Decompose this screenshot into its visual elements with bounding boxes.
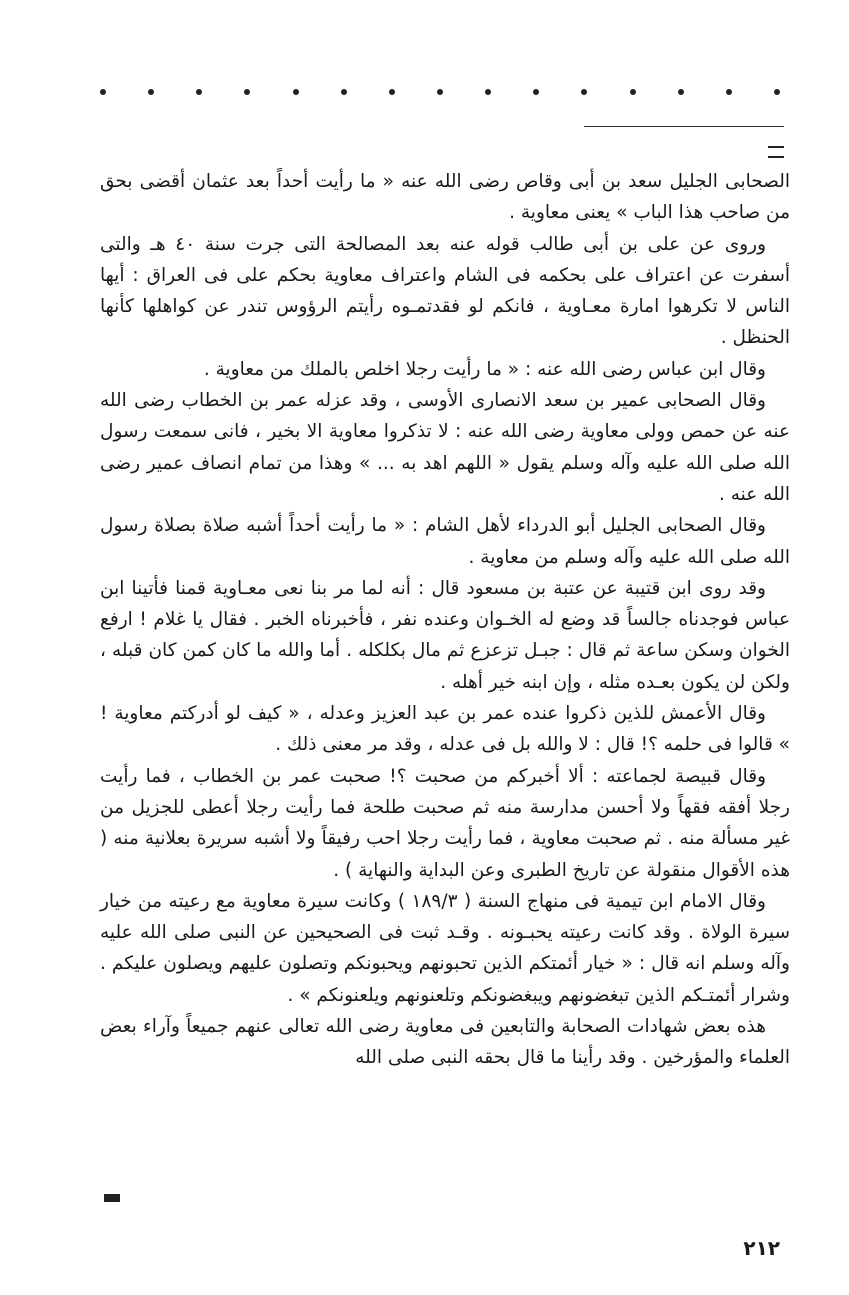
paragraph-ali: وروى عن على بن أبى طالب قوله عنه بعد المصالحة التى جرت سنة ٤٠ هـ والتى أسفرت عن اعتراف على بحكمه فى الشام واعتراف معاوية بحكم على فى العراق : أيها الناس لا تكرهوا امارة معـاوية ، فانكم لو فقدتمـوه رأيتم الرؤوس تندر عن كواهلها كأنها الحنظل . [100, 233, 790, 349]
paragraph-abu-darda: وقال الصحابى الجليل أبو الدرداء لأهل الشام : « ما رأيت أحداً أشبه صلاة بصلاة رسول الله صلى الله عليه وآله وسلم من معاوية . [100, 515, 790, 568]
ornament-dot [389, 89, 395, 95]
ornament-dot [533, 89, 539, 95]
ornament-dot [437, 89, 443, 95]
page-number: ٢١٢ [743, 1236, 780, 1260]
body-text [100, 166, 790, 1074]
paragraph-ibn-abbas: وقال ابن عباس رضى الله عنه : « ما رأيت رجلا اخلص بالملك من معاوية . [203, 358, 766, 380]
ornament-dot [100, 89, 106, 95]
paragraph-summary: هذه بعض شهادات الصحابة والتابعين فى معاوية رضى الله تعالى عنهم جميعاً وآراء بعض العلماء والمؤرخين . وقد رأينا ما قال بحقه النبى صلى الله [100, 1016, 790, 1069]
paragraph-umair: وقال الصحابى عمير بن سعد الانصارى الأوسى ، وقد عزله عمر بن الخطاب رضى الله عنه عن حمص وولى معاوية رضى الله عنه : لا تذكروا معاوية الا بخير ، فانى سمعت رسول الله صلى الله عليه وآله وسلم يقول « اللهم اهد به ... » وهذا من تمام انصاف عمير رضى الله عنه . [100, 390, 790, 505]
paragraph-ibn-taymiyya: وقال الامام ابن تيمية فى منهاج السنة ( ١٨٩/٣ ) وكانت سيرة معاوية مع رعيته من خيار سيرة الولاة . وقد كانت رعيته يحبـونه . وقـد ثبت فى الصحيحين عن النبى صلى الله عليه وآله وسلم انه قال : « خيار أئمتكم الذين تحبونهم ويحبونكم وتصلون عليهم ويصلون عليكم . وشرار أئمتـكم الذين تبغضونهم ويبغضونكم وتلعنونهم ويلعنونكم » . [100, 890, 790, 1006]
ornament-dot [196, 89, 202, 95]
ornament-dot [148, 89, 154, 95]
header-rule [584, 126, 784, 127]
ornament-dot [581, 89, 587, 95]
paragraph-qabisa: وقال قبيصة لجماعته : ألا أخبركم من صحبت ؟! صحبت عمر بن الخطاب ، فما رأيت رجلا أفقه فقهاً ولا أحسن مدارسة منه ثم صحبت طلحة فما رأيت رجلا أعطى للجزيل من غير مسألة منه . ثم صحبت معاوية ، فما رأيت رجلا احب رفيقاً ولا أشبه سريرة بعلانية منه ( هذه الأقوال منقولة عن تاريخ الطبرى وعن البداية والنهاية ) . [100, 765, 790, 881]
ornament-dot [485, 89, 491, 95]
ornament-dot [774, 89, 780, 95]
continuation-mark-bottom [104, 1194, 120, 1202]
ornament-dot [341, 89, 347, 95]
paragraph-saad: الصحابى الجليل سعد بن أبى وقاص رضى الله عنه « ما رأيت أحداً بعد عثمان أقضى بحق من صاحب هذا الباب » يعنى معاوية . [100, 171, 790, 224]
ornament-dot [678, 89, 684, 95]
ornament-dot [244, 89, 250, 95]
continuation-mark [768, 146, 784, 158]
ornament-dot [293, 89, 299, 95]
paragraph-amash: وقال الأعمش للذين ذكروا عنده عمر بن عبد العزيز وعدله ، « كيف لو أدركتم معاوية ! » قالوا فى حلمه ؟! قال : لا والله بل فى عدله ، وقد مر معنى ذلك . [100, 703, 790, 756]
ornament-dot [726, 89, 732, 95]
decorative-dot-border [100, 86, 780, 98]
paragraph-ibn-qutaiba: وقد روى ابن قتيبة عن عتبة بن مسعود قال : أنه لما مر بنا نعى معـاوية قمنا فأتينا ابن عباس فوجدناه جالساً قد وضع له الخـوان وعنده نفر ، فأخبرناه الخبر . فقال يا غلام ! ارفع الخوان وسكن ساعة ثم قال : جبـل تزعزع ثم مال بكلكله . أما والله ما كان كمن كان قبله ، ولكن لن يكون بعـده مثله ، وإن ابنه خير أهله . [100, 577, 790, 693]
ornament-dot [630, 89, 636, 95]
